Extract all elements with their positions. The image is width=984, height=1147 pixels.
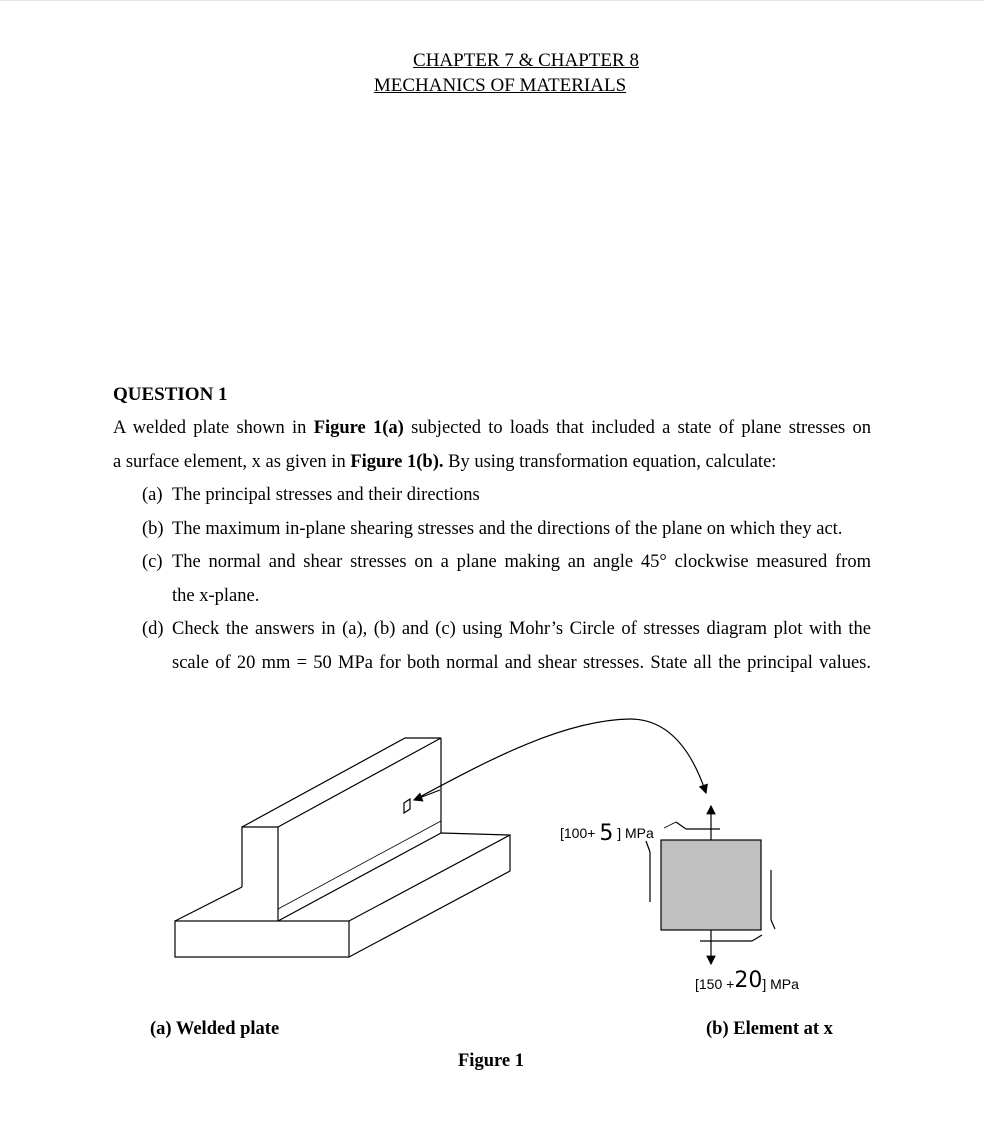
stress-element — [661, 840, 761, 930]
item-c-text-2: the x-plane. — [172, 586, 260, 606]
intro-line-2: a surface element, x as given in Figure 1(b). By using transformation equation, calculate: — [113, 452, 777, 472]
item-d-text: Check the answers in (a), (b) and (c) using Mohr’s Circle of stresses diagram plot with the — [172, 619, 871, 639]
item-c-text: The normal and shear stresses on a plane making an angle 45° clockwise measured from — [172, 552, 871, 572]
intro-line-1: A welded plate shown in Figure 1(a) subjected to loads that included a state of plane stresses on — [113, 418, 871, 438]
item-a-text: The principal stresses and their directions — [172, 485, 480, 505]
item-b-label: (b) — [142, 519, 164, 539]
caption-element-x: (b) Element at x — [706, 1019, 833, 1039]
surface-element-x — [404, 799, 410, 813]
course-title: MECHANICS OF MATERIALS — [373, 75, 627, 96]
item-b-text: The maximum in-plane shearing stresses and the directions of the plane on which they act. — [172, 519, 843, 539]
figure-ref-a: Figure 1(a) — [313, 418, 404, 438]
item-c-label: (c) — [142, 552, 163, 572]
item-a-label: (a) — [142, 485, 163, 505]
figure-caption: Figure 1 — [458, 1051, 524, 1071]
base-plate-front — [175, 921, 349, 957]
question-heading: QUESTION 1 — [113, 384, 228, 405]
caption-welded-plate: (a) Welded plate — [150, 1019, 280, 1039]
shear-stress-label: [100+ 5 ] MPa — [560, 821, 654, 846]
welded-plate — [175, 738, 510, 957]
item-d-text-2: scale of 20 mm = 50 MPa for both normal and shear stresses. State all the principal values. — [172, 653, 871, 673]
chapter-title: CHAPTER 7 & CHAPTER 8 — [413, 50, 639, 71]
item-d-label: (d) — [142, 619, 164, 639]
pointer-arrow — [414, 719, 706, 800]
normal-handwritten-value: 20 — [734, 968, 763, 993]
shear-handwritten-value: 5 — [599, 821, 614, 846]
figure-ref-b: Figure 1(b). — [350, 452, 444, 472]
pointer-arrow-head — [414, 790, 440, 800]
normal-stress-label: [150 +20] MPa — [695, 968, 799, 993]
